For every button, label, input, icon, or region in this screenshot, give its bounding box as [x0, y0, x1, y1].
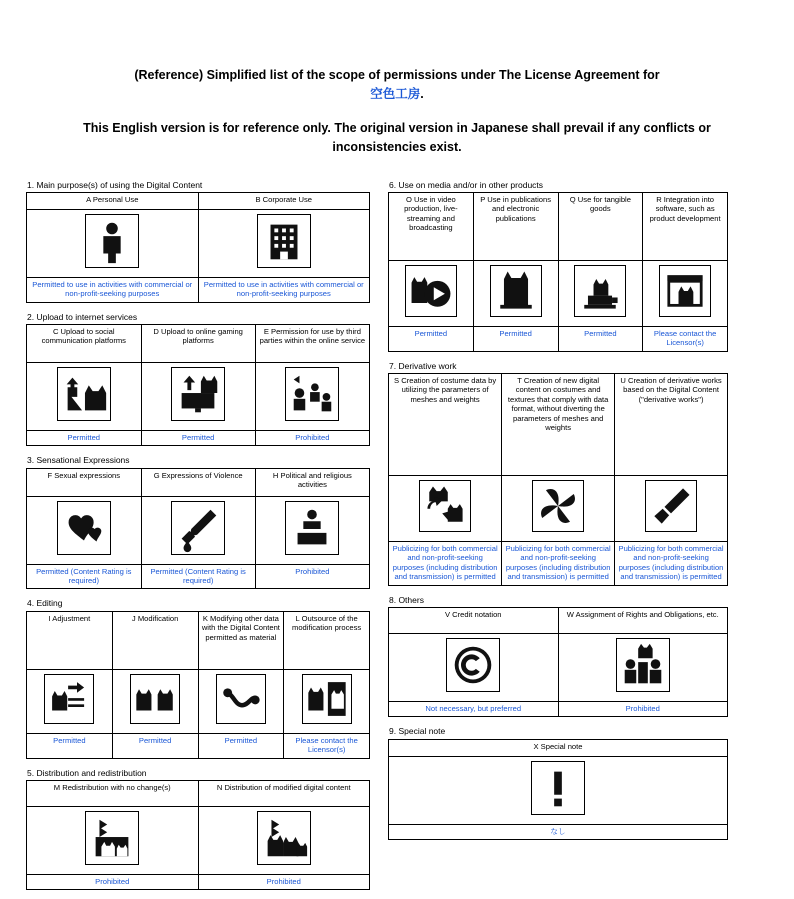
- icon-cell-r: [643, 261, 727, 326]
- cat-ribbon-icon: [216, 674, 266, 724]
- section-2-title: 2. Upload to internet services: [27, 312, 370, 322]
- status-c: Permitted: [27, 430, 141, 445]
- icon-cell-w: [559, 634, 728, 701]
- section-1: [26, 180, 370, 303]
- status-g: Permitted (Content Rating is required): [142, 564, 255, 589]
- copyright-icon: [446, 638, 500, 692]
- document-header: [26, 0, 768, 158]
- section-9: [388, 726, 728, 840]
- section-3-table: [26, 468, 370, 590]
- table-row: [27, 669, 370, 758]
- share-modified-cats-icon: [257, 811, 311, 865]
- page-subtitle: This English version is for reference only. The original version in Japanese shall prevail if any conflicts or inconsistencies exist.: [26, 119, 768, 158]
- section-6: [388, 180, 728, 352]
- section-8: [388, 595, 728, 718]
- icon-cell-x: [389, 757, 727, 824]
- two-cats-icon: [130, 674, 180, 724]
- table-row: [389, 756, 728, 839]
- status-t: Publicizing for both commercial and non-profit-seeking purposes (including distribution and transmission) is permitted: [502, 541, 614, 585]
- podium-speaker-icon: [285, 501, 339, 555]
- icon-cell-f: [27, 497, 141, 564]
- icon-cell-o: [389, 261, 473, 326]
- section-3-title: 3. Sensational Expressions: [27, 455, 370, 465]
- cell-head-o: O Use in video production, live-streaming and broadcasting: [389, 193, 473, 260]
- cell-head-v: V Credit notation: [389, 608, 558, 633]
- content-columns: [26, 180, 768, 899]
- table-row: [389, 607, 728, 633]
- status-i: Permitted: [27, 733, 112, 748]
- cell-head-a: A Personal Use: [27, 193, 198, 209]
- hearts-icon: [57, 501, 111, 555]
- licensor-name: 空色工房: [370, 87, 420, 101]
- table-row: [27, 496, 370, 589]
- section-3: [26, 455, 370, 589]
- icon-cell-j: [113, 670, 198, 733]
- assignment-people-icon: [616, 638, 670, 692]
- cell-head-u: U Creation of derivative works based on the Digital Content ("derivative works"): [615, 374, 727, 475]
- table-row: [27, 209, 370, 302]
- table-row: [27, 468, 370, 496]
- section-9-title: 9. Special note: [389, 726, 728, 736]
- status-r: Please contact the Licensor(s): [643, 326, 727, 351]
- icon-cell-q: [559, 261, 643, 326]
- play-cat-icon: [405, 265, 457, 317]
- cell-head-t: T Creation of new digital content on costumes and textures that comply with data format, without diverting the parameters of meshes and weights: [502, 374, 614, 475]
- table-row: [389, 192, 728, 260]
- section-8-table: [388, 607, 728, 717]
- exclamation-icon: [531, 761, 585, 815]
- icon-cell-h: [256, 497, 369, 564]
- icon-cell-m: [27, 807, 198, 874]
- table-row: [27, 611, 370, 669]
- table-row: [389, 373, 728, 475]
- cell-head-x: X Special note: [389, 740, 727, 756]
- left-column: [26, 180, 370, 899]
- icon-cell-c: [27, 363, 141, 430]
- table-row: [27, 362, 370, 445]
- status-f: Permitted (Content Rating is required): [27, 564, 141, 589]
- upload-cat-icon: [57, 367, 111, 421]
- cell-head-w: W Assignment of Rights and Obligations, etc.: [559, 608, 728, 633]
- cell-head-l: L Outsource of the modification process: [284, 612, 369, 669]
- section-7: [388, 361, 728, 586]
- icon-cell-b: [199, 210, 370, 277]
- icon-cell-u: [615, 476, 727, 541]
- table-row: [27, 192, 370, 209]
- status-x: なし: [389, 824, 727, 839]
- cell-head-n: N Distribution of modified digital content: [199, 781, 370, 806]
- cell-head-f: F Sexual expressions: [27, 469, 141, 496]
- status-s: Publicizing for both commercial and non-profit-seeking purposes (including distribution and transmission) is permitted: [389, 541, 501, 585]
- status-w: Prohibited: [559, 701, 728, 716]
- cell-head-g: G Expressions of Violence: [142, 469, 255, 496]
- cell-head-p: P Use in publications and electronic publications: [474, 193, 558, 260]
- book-cat-icon: [490, 265, 542, 317]
- table-row: [389, 475, 728, 585]
- status-h: Prohibited: [256, 564, 369, 579]
- section-6-table: [388, 192, 728, 352]
- page-title-line-a: (Reference) Simplified list of the scope of permissions under The License Agreement for: [134, 68, 659, 82]
- table-row: [389, 739, 728, 756]
- icon-cell-l: [284, 670, 369, 733]
- cell-head-k: K Modifying other data with the Digital Content permitted as material: [199, 612, 284, 669]
- cell-head-h: H Political and religious activities: [256, 469, 369, 496]
- table-row: [389, 633, 728, 716]
- section-5-table: [26, 780, 370, 890]
- cell-head-r: R Integration into software, such as product development: [643, 193, 727, 260]
- section-4: [26, 598, 370, 758]
- cat-arrow-equal-icon: [44, 674, 94, 724]
- section-5-title: 5. Distribution and redistribution: [27, 768, 370, 778]
- status-m: Prohibited: [27, 874, 198, 889]
- cat-handover-icon: [302, 674, 352, 724]
- section-2: [26, 312, 370, 447]
- mug-cat-icon: [574, 265, 626, 317]
- page-title-period: .: [420, 87, 423, 101]
- section-1-title: 1. Main purpose(s) of using the Digital Content: [27, 180, 370, 190]
- icon-cell-k: [199, 670, 284, 733]
- upload-monitor-cat-icon: [171, 367, 225, 421]
- table-row: [389, 260, 728, 351]
- section-9-table: [388, 739, 728, 840]
- share-cats-icon: [85, 811, 139, 865]
- icon-cell-e: [256, 363, 369, 430]
- status-l: Please contact the Licensor(s): [284, 733, 369, 758]
- share-people-icon: [285, 367, 339, 421]
- status-a: Permitted to use in activities with commercial or non-profit-seeking purposes: [27, 277, 198, 302]
- section-4-title: 4. Editing: [27, 598, 370, 608]
- status-v: Not necessary, but preferred: [389, 701, 558, 716]
- cell-head-e: E Permission for use by third parties within the online service: [256, 325, 369, 362]
- icon-cell-a: [27, 210, 198, 277]
- icon-cell-d: [142, 363, 255, 430]
- person-icon: [85, 214, 139, 268]
- section-2-table: [26, 324, 370, 446]
- icon-cell-v: [389, 634, 558, 701]
- icon-cell-n: [199, 807, 370, 874]
- table-row: [27, 806, 370, 889]
- building-icon: [257, 214, 311, 268]
- status-k: Permitted: [199, 733, 284, 748]
- status-d: Permitted: [142, 430, 255, 445]
- cell-head-j: J Modification: [113, 612, 198, 669]
- cell-head-s: S Creation of costume data by utilizing the parameters of meshes and weights: [389, 374, 501, 475]
- status-n: Prohibited: [199, 874, 370, 889]
- window-cat-icon: [659, 265, 711, 317]
- icon-cell-s: [389, 476, 501, 541]
- paintbrush-icon: [645, 480, 697, 532]
- cell-head-q: Q Use for tangible goods: [559, 193, 643, 260]
- cell-head-b: B Corporate Use: [199, 193, 370, 209]
- cell-head-m: M Redistribution with no change(s): [27, 781, 198, 806]
- knife-blood-icon: [171, 501, 225, 555]
- right-column: [388, 180, 728, 850]
- section-8-title: 8. Others: [389, 595, 728, 605]
- section-7-table: [388, 373, 728, 586]
- pinwheel-icon: [532, 480, 584, 532]
- icon-cell-g: [142, 497, 255, 564]
- icon-cell-i: [27, 670, 112, 733]
- status-p: Permitted: [474, 326, 558, 341]
- cell-head-i: I Adjustment: [27, 612, 112, 669]
- recycle-cat-icon: [419, 480, 471, 532]
- cell-head-d: D Upload to online gaming platforms: [142, 325, 255, 362]
- section-4-table: [26, 611, 370, 759]
- status-u: Publicizing for both commercial and non-profit-seeking purposes (including distribution and transmission) is permitted: [615, 541, 727, 585]
- section-7-title: 7. Derivative work: [389, 361, 728, 371]
- status-j: Permitted: [113, 733, 198, 748]
- status-b: Permitted to use in activities with commercial or non-profit-seeking purposes: [199, 277, 370, 302]
- table-row: [27, 780, 370, 806]
- cell-head-c: C Upload to social communication platforms: [27, 325, 141, 362]
- icon-cell-t: [502, 476, 614, 541]
- section-5: [26, 768, 370, 891]
- icon-cell-p: [474, 261, 558, 326]
- section-1-table: [26, 192, 370, 303]
- status-o: Permitted: [389, 326, 473, 341]
- table-row: [27, 324, 370, 362]
- status-e: Prohibited: [256, 430, 369, 445]
- page-title: [26, 66, 768, 105]
- status-q: Permitted: [559, 326, 643, 341]
- section-6-title: 6. Use on media and/or in other products: [389, 180, 728, 190]
